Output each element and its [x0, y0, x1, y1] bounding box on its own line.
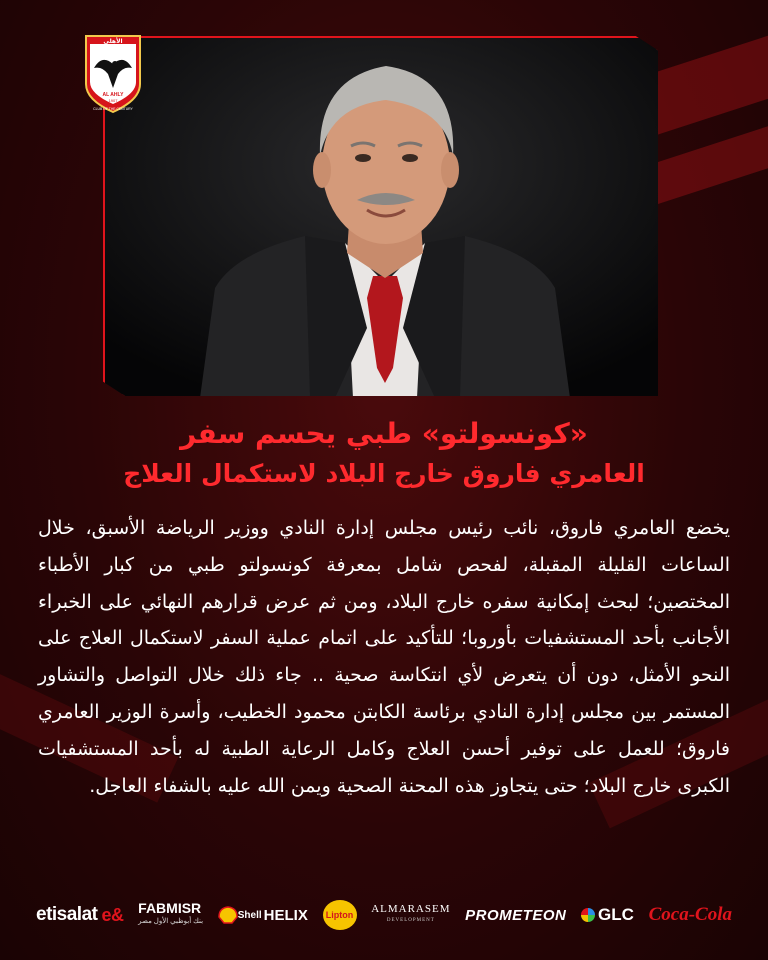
logo-arabic-name: الأهلي: [103, 38, 123, 45]
sponsor-prometeon: [465, 907, 566, 924]
headline: [40, 414, 728, 494]
headline-line-2: العامري فاروق خارج البلاد لاستكمال العلاج: [123, 459, 645, 488]
al-ahly-logo: [82, 34, 144, 114]
logo-year: 1907: [108, 98, 118, 103]
logo-latin-name: AL AHLY: [102, 92, 124, 98]
eagle-icon: [82, 34, 144, 114]
fab-logo-text: FABMISR: [138, 900, 202, 916]
headline-line-1: «كونسولتو» طبي يحسم سفر: [180, 417, 588, 450]
portrait-photo: [103, 36, 658, 396]
almarasem-text: ALMARASEM: [371, 903, 451, 915]
shell-icon: [218, 906, 238, 924]
portrait-illustration: [102, 38, 660, 398]
sponsor-almarasem: [371, 903, 450, 927]
sponsor-lipton: [323, 900, 357, 930]
sponsor-bar: [36, 893, 732, 937]
sponsor-shell-helix: [218, 906, 308, 924]
coca-cola-text: Coca-Cola: [648, 904, 732, 925]
glc-text: GLC: [598, 905, 634, 924]
sponsor-etisalat: [36, 904, 124, 926]
sponsor-glc: [581, 905, 634, 925]
lipton-text: Lipton: [325, 910, 354, 920]
etisalat-mark: e&: [101, 904, 124, 925]
glc-icon: [581, 908, 595, 922]
sponsor-fabmisr: [138, 901, 203, 929]
shell-text: Shell: [237, 909, 262, 921]
sponsor-coca-cola: [649, 904, 732, 926]
prometeon-text: PROMETEON: [465, 906, 567, 924]
helix-text: HELIX: [263, 906, 308, 924]
almarasem-subtext: DEVELOPMENT: [386, 918, 435, 923]
article-body: يخضع العامري فاروق، نائب رئيس مجلس إدارة النادي ووزير الرياضة الأسبق، خلال الساعات القليلة المقبلة، لفحص شامل بمعرفة كونسولتو طبي من كبار الأطباء المختصين؛ لبحث إمكانية سفره خارج البلاد، ومن ثم عرض قرارهم النهائي على الخبراء الأجانب بأحد المستشفيات بأوروبا؛ للتأكيد على اتمام عملية السفر لاستكمال العلاج على النحو الأمثل، دون أن يتعرض لأي انتكاسة صحية .. جاء ذلك خلال التواصل والتشاور المستمر بين مجلس إدارة النادي برئاسة الكابتن محمود الخطيب، وأسرة الوزير العامري فاروق؛ للعمل على توفير أحسن العلاج وكامل الرعاية الطبية له بأحد المستشفيات الكبرى خارج البلاد؛ حتى يتجاوز هذه المحنة الصحية ويمن الله عليه بالشفاء العاجل.: [38, 517, 730, 797]
etisalat-logo-text: etisalat: [36, 904, 98, 925]
logo-tagline: CLUB OF THE CENTURY: [93, 107, 133, 111]
fab-subtext: بنك أبوظبي الأول مصر: [138, 918, 204, 925]
